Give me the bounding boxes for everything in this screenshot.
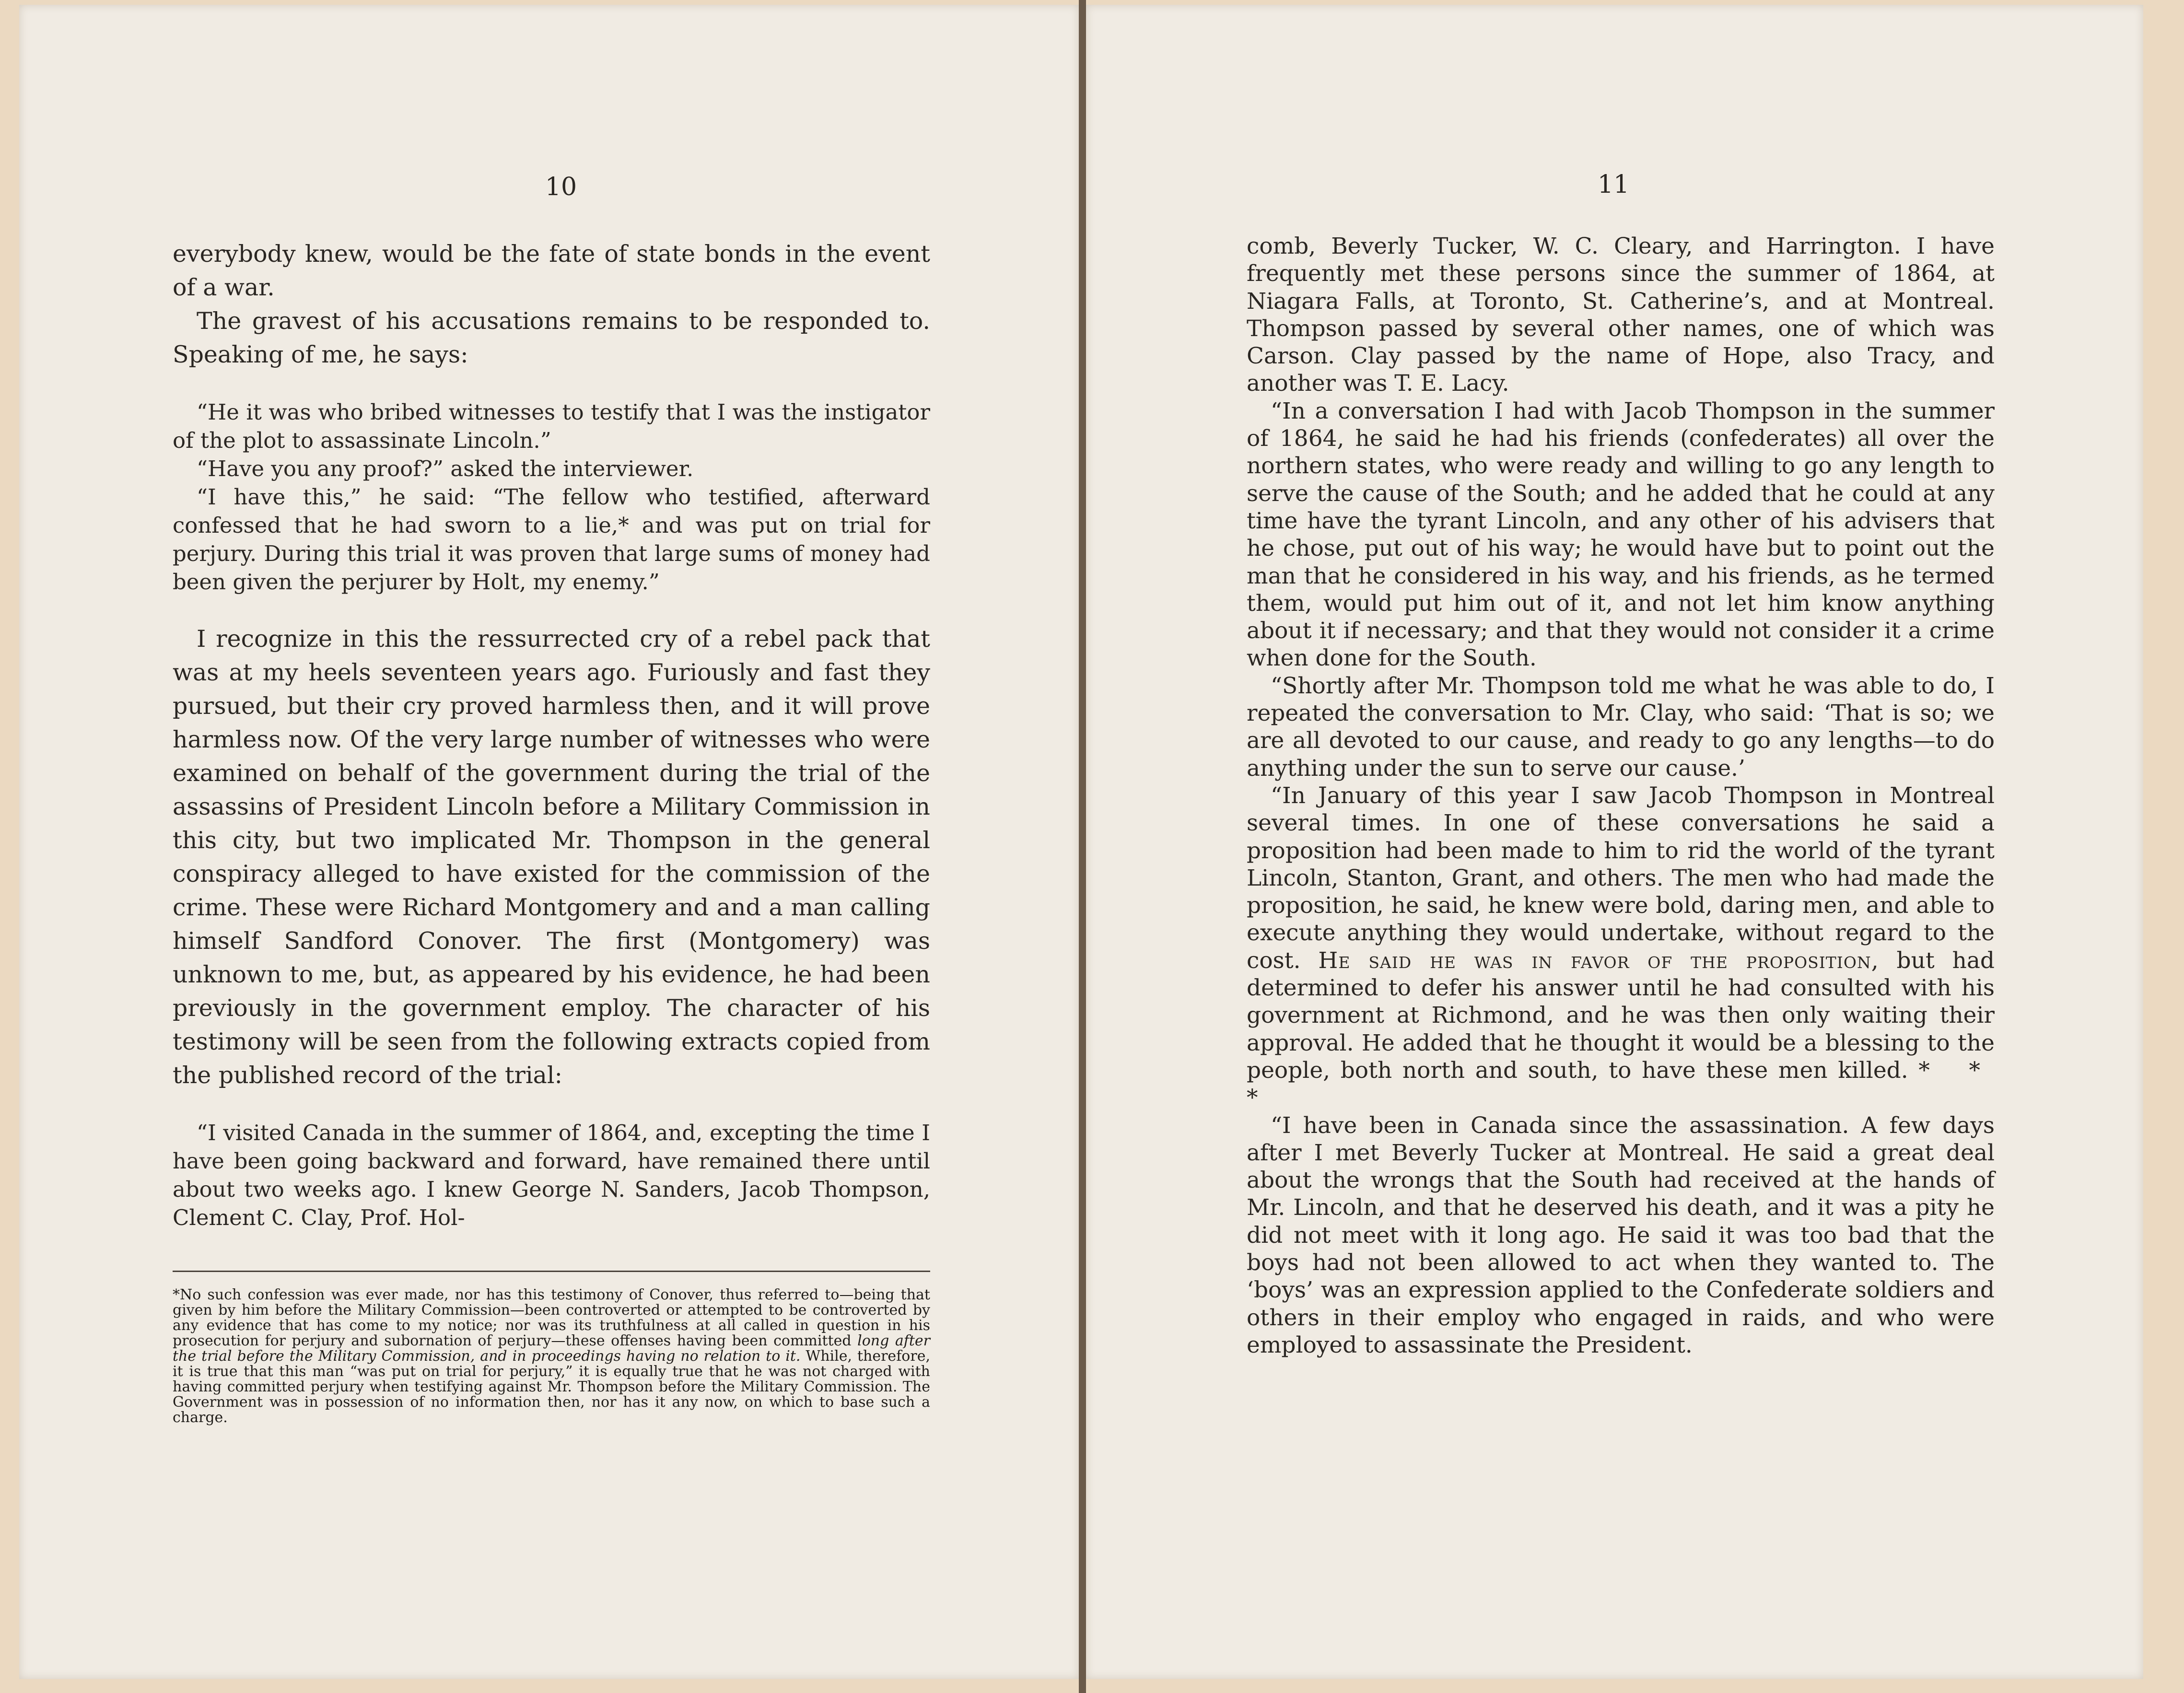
paragraph [1247,782,1995,1112]
paragraph: comb, Beverly Tucker, W. C. Cleary, and Harrington. I have frequently met these persons since the summer of 1864, at Niagara Falls, at Toronto, St. Catherine’s, and at Montreal. Thompson passed by several other names, one of which was Carson. Clay passed by the name of Hope, also Tracy, and another was T. E. Lacy. [1247,233,1995,397]
paragraph-text: but had determined to defer his answer until he had consulted with his government at Richmond, and he was then only waiting their approval. He added that he thought it would be a blessing to the people, both north and south, to have these men killed. [1247,947,1995,1084]
footnote-text: While, therefore, it is true that this man “was put on trial for perjury,” it is equally true that he was not charged with having committed perjury when testifying against Mr. Thompson before the Military Commission. The Government was in possession of no information then, nor has it any now, on which to base such a charge. [173,1348,930,1426]
page-number: 11 [1597,170,1630,199]
paragraph: everybody knew, would be the fate of state bonds in the event of a war. [173,240,930,301]
footnote-rule [173,1271,930,1272]
left-page [19,5,1079,1679]
right-page-text [1247,233,1995,1359]
block-quote [173,398,930,596]
paragraph: The gravest of his accusations remains to be responded to. Speaking of me, he says: [173,307,930,368]
quote-line: “He it was who bribed witnesses to testify that I was the instigator of the plot to assassinate Lincoln.” [173,399,930,453]
block-quote [173,1119,930,1232]
small-caps-text: He said he was in favor of the proposition, [1318,947,1879,974]
footnote-text: *No such confession was ever made, nor has this testimony of Conover, thus referred to—being that given by him before the Military Commission—been controverted or attempted to be controverted by any evidence that has come to my notice; nor was its truthfulness at all called in question in his prosecution for perjury and subornation of perjury—these offenses having been committed [173,1286,930,1349]
left-page-text [173,237,930,1232]
quote-line: “I have this,” he said: “The fellow who testified, afterward confessed that he had sworn to a lie,* and was put on trial for perjury. During this trial it was proven that large sums of money had been given the perjurer by Holt, my enemy.” [173,484,930,595]
paragraph: “I have been in Canada since the assassination. A few days after I met Beverly Tucker at Montreal. He said a great deal about the wrongs that the South had received at the hands of Mr. Lincoln, and that he deserved his death, and it was a pity he did not meet with it long ago. He said it was too bad that the boys had not been allowed to act when they wanted to. The ‘boys’ was an expression applied to the Confederate soldiers and others in their employ who engaged in raids, and who were employed to assassinate the President. [1247,1112,1995,1358]
quote-line: “I visited Canada in the summer of 1864, and, excepting the time I have been going backward and forward, have remained there until about two weeks ago. I knew George N. Sanders, Jacob Thompson, Clement C. Clay, Prof. Hol- [173,1120,930,1230]
right-page [1086,5,2143,1679]
page-number: 10 [545,173,577,201]
footnote-italic: long after the trial before the Military Commission, and in proceedings having no relation to it. [173,1332,930,1365]
paragraph: I recognize in this the ressurrected cry of a rebel pack that was at my heels seventeen years ago. Furiously and fast they pursued, but their cry proved harmless then, and it will prove harmless now. Of the very large number of witnesses who were examined on behalf of the government during the trial of the assassins of President Lincoln before a Military Commission in this city, but two implicated Mr. Thompson in the general conspiracy alleged to have existed for the commission of the crime. These were Richard Montgomery and and a man calling himself Sandford Conover. The first (Montgomery) was unknown to me, but, as appeared by his evidence, he had been previously in the government employ. The character of his testimony will be seen from the following extracts copied from the published record of the trial: [173,625,930,1089]
paragraph-text: “In January of this year I saw Jacob Thompson in Montreal several times. In one of these conversations he said a proposition had been made to him to rid the world of the tyrant Lincoln, Stanton, Grant, and others. The men who had made the proposition, he said, he knew were bold, daring men, and able to execute anything they would undertake, without regard to the cost. [1247,782,1995,974]
paragraph: “Shortly after Mr. Thompson told me what he was able to do, I repeated the conversation to Mr. Clay, who said: ‘That is so; we are all devoted to our cause, and ready to go any lengths—to do anything under the sun to serve our cause.’ [1247,672,1995,782]
paragraph: “In a conversation I had with Jacob Thompson in the summer of 1864, he said he had his friends (confederates) all over the northern states, who were ready and willing to go any length to serve the cause of the South; and he added that he could at any time have the tyrant Lincoln, and any other of his advisers that he chose, put out of his way; he would have but to point out the man that he considered in his way, and his friends, as he termed them, would put him out of it, and not let him know anything about it if necessary; and that they would not consider it a crime when done for the South. [1247,397,1995,672]
ellipsis-asterisks: * * * [1247,1057,1995,1111]
quote-line: “Have you any proof?” asked the interviewer. [197,456,694,481]
footnote [173,1287,930,1425]
book-gutter [1079,0,1086,1693]
